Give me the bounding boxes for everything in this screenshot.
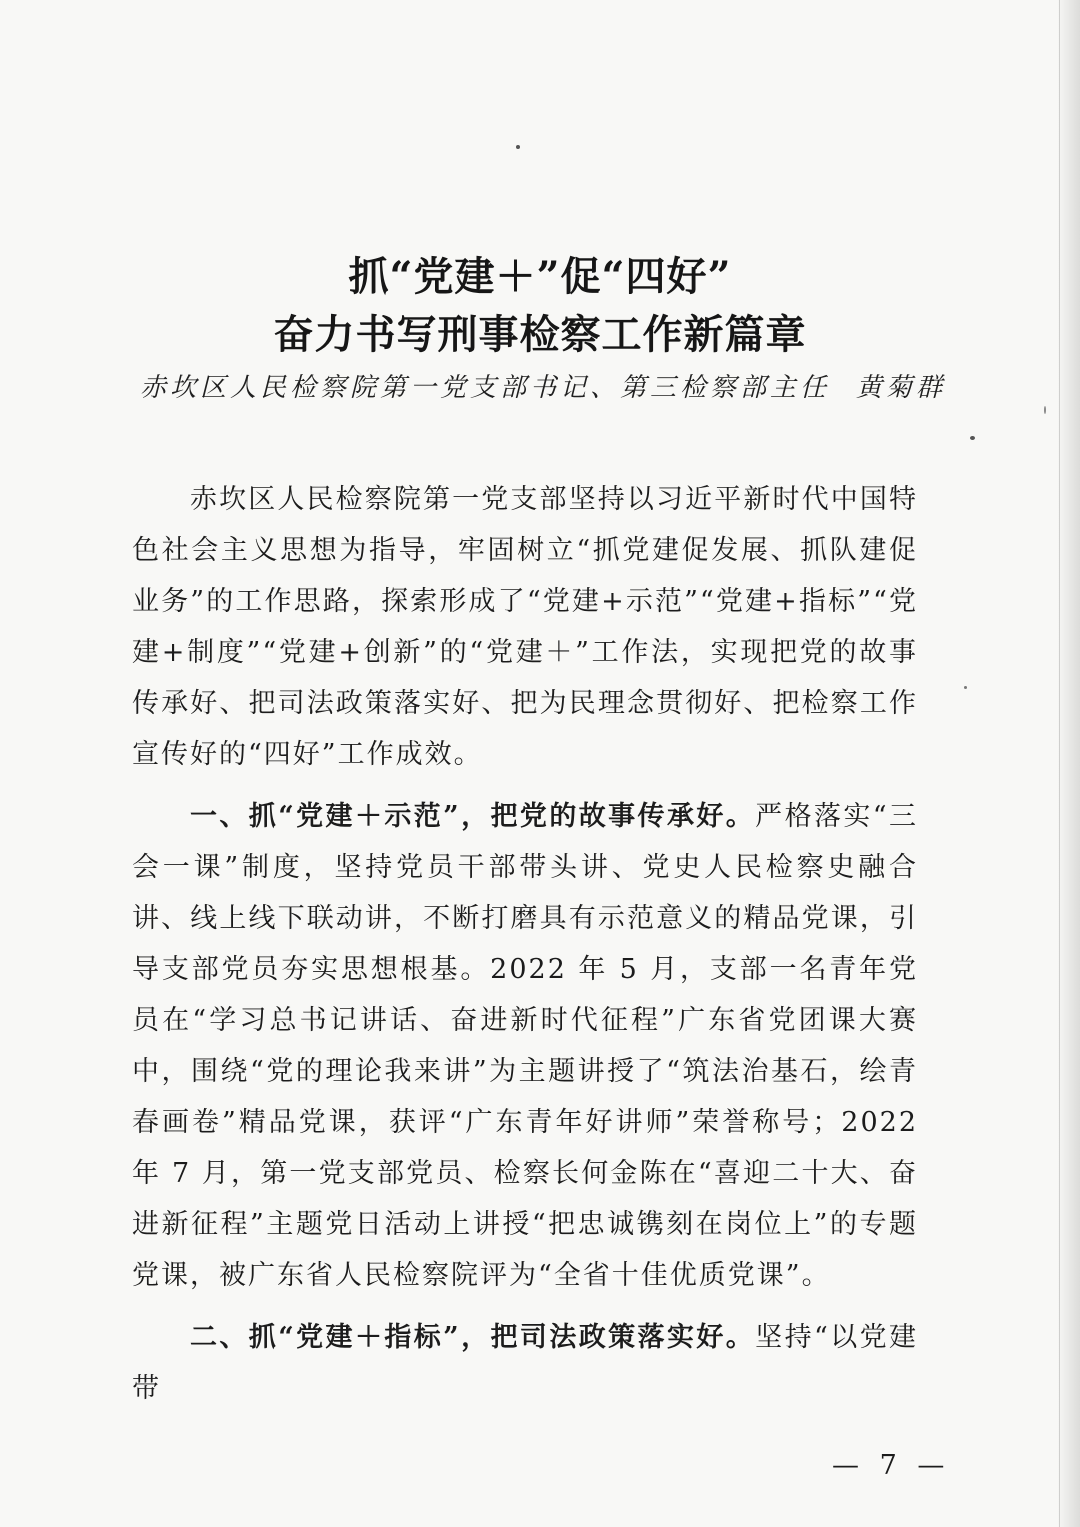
intro-paragraph: 赤坎区人民检察院第一党支部坚持以习近平新时代中国特色社会主义思想为指导，牢固树立“抓党建促发展、抓队建促业务”的工作思路，探索形成了“党建+示范”“党建+指标”“党建+制度”“党建+创新”的“党建＋”工作法，实现把党的故事传承好、把司法政策落实好、把为民理念贯彻好、把检察工作宣传好的“四好”工作成效。 — [132, 484, 918, 770]
author-name: 黄菊群 — [856, 373, 947, 403]
section-1-heading: 一、抓“党建＋示范”，把党的故事传承好。 — [190, 801, 756, 832]
document-body — [132, 474, 918, 1414]
section-1-body: 严格落实“三会一课”制度，坚持党员干部带头讲、党史人民检察史融合讲、线上线下联动讲，不断打磨具有示范意义的精品党课，引导支部党员夯实思想根基。2022 年 5 月，支部一名青年党员在“学习总书记讲话、奋进新时代征程”广东省党团课大赛中，围绕“党的理论我来讲”为主题讲授了“筑法治基石，绘青春画卷”精品党课，获评“广东青年好讲师”荣誉称号；2022 年 7 月，第一党支部党员、检察长何金陈在“喜迎二十大、奋进新征程”主题党日活动上讲授“把忠诚镌刻在岗位上”的专题党课，被广东省人民检察院评为“全省十佳优质党课”。 — [132, 801, 918, 1291]
title-line-1: 抓“党建＋”促“四好” — [348, 253, 732, 300]
section-2-body: 坚持“以党建带 — [132, 1322, 918, 1404]
scan-edge-line — [1059, 0, 1060, 1527]
section-1-paragraph — [132, 791, 918, 1301]
page-number: — 7 — — [832, 1450, 951, 1481]
scan-speck — [516, 145, 520, 149]
scan-speck — [970, 436, 975, 440]
title-line-2: 奋力书写刑事检察工作新篇章 — [273, 311, 807, 358]
scan-speck — [964, 686, 967, 689]
author-byline — [140, 368, 947, 408]
section-2-heading: 二、抓“党建＋指标”，把司法政策落实好。 — [190, 1322, 756, 1353]
scan-edge-shadow — [1058, 0, 1080, 1527]
scan-speck — [1044, 406, 1046, 414]
section-2-paragraph — [132, 1312, 918, 1414]
author-role: 赤坎区人民检察院第一党支部书记、第三检察部主任 — [140, 373, 831, 403]
